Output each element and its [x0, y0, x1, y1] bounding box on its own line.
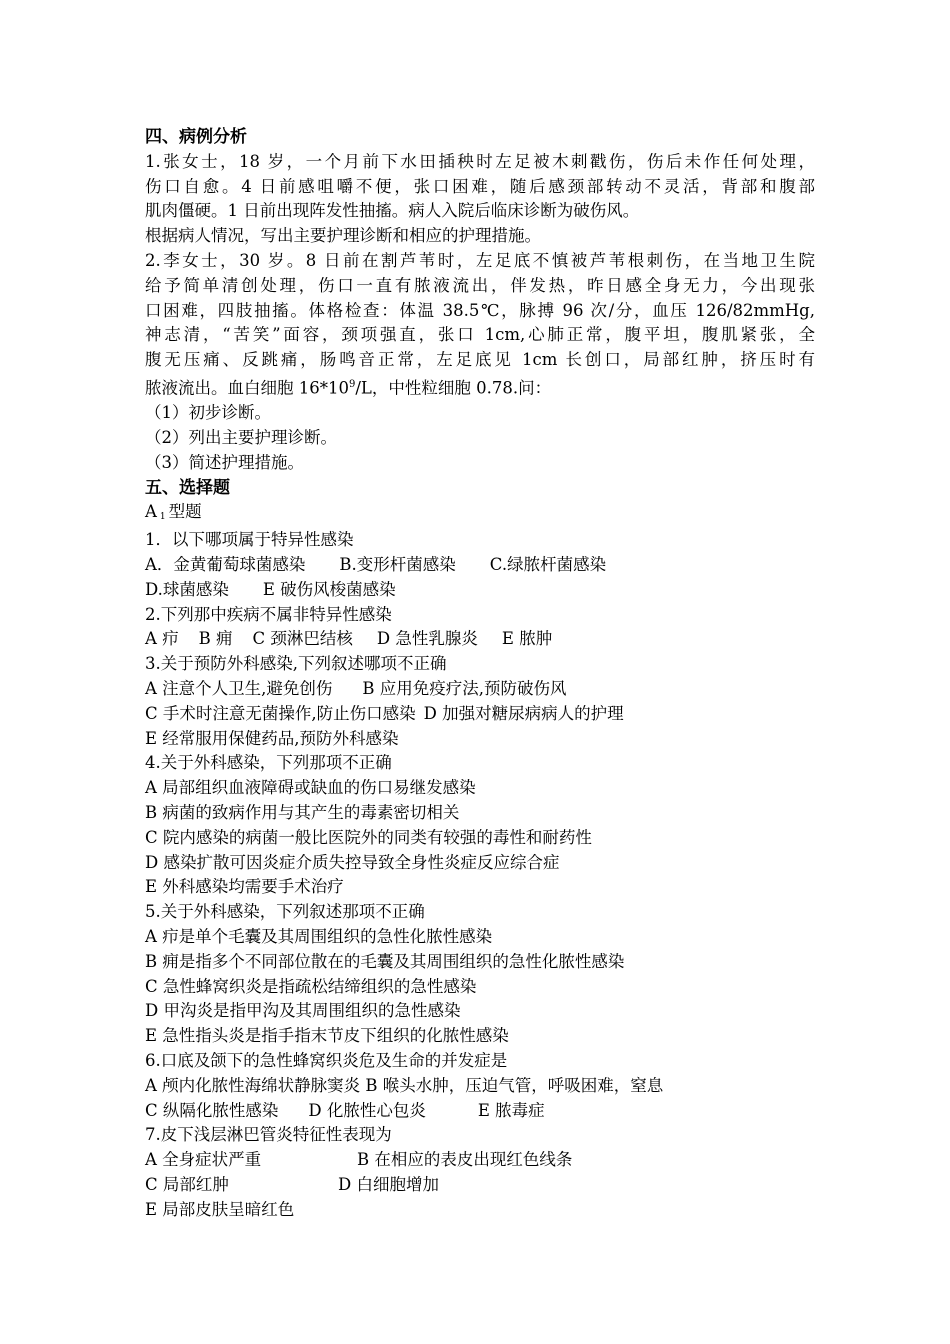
q6-option-e: E 脓毒症 — [477, 1100, 545, 1120]
type-suffix: 型题 — [168, 502, 202, 522]
document-page — [145, 125, 815, 1223]
q1-options-row-1 — [145, 553, 815, 578]
case2-line-4: 神志清，“苦笑”面容，颈项强直，张口 1cm,心肺正常，腹平坦，腹肌紧张，全 — [145, 325, 815, 345]
q1-option-a: A．金黄葡萄球菌感染 — [145, 555, 306, 575]
q4-option-d: D 感染扩散可因炎症介质失控导致全身性炎症反应综合症 — [145, 852, 560, 872]
q6-option-d: D 化脓性心包炎 — [308, 1100, 426, 1120]
case1-line-4: 根据病人情况，写出主要护理诊断和相应的护理措施。 — [145, 226, 541, 246]
q1-stem: 1．以下哪项属于特异性感染 — [145, 530, 354, 550]
q7-stem: 7.皮下浅层淋巴管炎特征性表现为 — [145, 1125, 392, 1145]
q1-option-e: E 破伤风梭菌感染 — [262, 579, 396, 599]
case2-question-3: （3）简述护理措施。 — [145, 452, 304, 472]
q3-option-b: B 应用免疫疗法,预防破伤风 — [362, 679, 567, 699]
q7-option-e: E 局部皮肤呈暗红色 — [145, 1199, 295, 1219]
q5-option-e: E 急性指头炎是指手指末节皮下组织的化脓性感染 — [145, 1026, 509, 1046]
q2-option-a: A 疖 — [145, 629, 179, 649]
case2-line-1: 2.李女士，30 岁。8 日前在割芦苇时，左足底不慎被芦苇根刺伤，在当地卫生院 — [145, 250, 815, 270]
q7-option-c: C 局部红肿 — [145, 1174, 229, 1194]
q1-option-c: C.绿脓杆菌感染 — [489, 555, 607, 575]
q4-option-b: B 病菌的致病作用与其产生的毒素密切相关 — [145, 803, 460, 823]
q6-option-c: C 纵隔化脓性感染 — [145, 1100, 279, 1120]
q2-option-b: B 痈 — [198, 629, 233, 649]
case1-line-3: 肌肉僵硬。1 日前出现阵发性抽搐。病人入院后临床诊断为破伤风。 — [145, 201, 640, 221]
case2-line-6-pre: 脓液流出。血白细胞 16*10 — [145, 378, 349, 398]
q2-option-d: D 急性乳腺炎 — [376, 629, 478, 649]
q5-option-a: A 疖是单个毛囊及其周围组织的急性化脓性感染 — [145, 927, 493, 946]
q7-option-d: D 白细胞增加 — [338, 1174, 439, 1194]
q7-option-b: B 在相应的表皮出现红色线条 — [357, 1150, 573, 1170]
q6-stem: 6.口底及颌下的急性蜂窝织炎危及生命的并发症是 — [145, 1050, 508, 1070]
q2-option-e: E 脓肿 — [501, 629, 553, 649]
case2-question-2: （2）列出主要护理诊断。 — [145, 428, 337, 448]
case1-line-2: 伤口自愈。4 日前感咀嚼不便，张口困难，随后感颈部转动不灵活，背部和腹部 — [145, 176, 815, 196]
section-heading-multiple-choice: 五、选择题 — [145, 477, 230, 498]
q5-option-d: D 甲沟炎是指甲沟及其周围组织的急性感染 — [145, 1001, 461, 1021]
q2-option-c: C 颈淋巴结核 — [252, 629, 353, 649]
q2-stem: 2.下列那中疾病不属非特异性感染 — [145, 604, 392, 624]
type-letter: A — [145, 502, 157, 522]
q3-option-a: A 注意个人卫生,避免创伤 — [145, 679, 333, 699]
q7-options-row-1 — [145, 1148, 815, 1173]
type-subscript: 1 — [159, 512, 166, 523]
q3-stem: 3.关于预防外科感染,下列叙述哪项不正确 — [145, 654, 447, 674]
q4-option-e: E 外科感染均需要手术治疗 — [145, 877, 344, 897]
q3-option-c: C 手术时注意无菌操作,防止伤口感染 — [145, 703, 416, 723]
case2-line-3: 口困难，四肢抽搐。体格检查：体温 38.5℃，脉搏 96 次/分，血压 126/82mmHg, — [145, 300, 815, 320]
exponent: 9 — [349, 378, 356, 390]
case2-line-6-post: /L，中性粒细胞 0.78.问： — [355, 378, 552, 398]
q6-options-row-2 — [145, 1099, 815, 1124]
q7-option-a: A 全身症状严重 — [145, 1150, 262, 1170]
q5-stem: 5.关于外科感染，下列叙述那项不正确 — [145, 902, 425, 922]
case2-question-1: （1）初步诊断。 — [145, 403, 271, 423]
case2-line-6 — [145, 373, 815, 401]
q5-option-c: C 急性蜂窝织炎是指疏松结缔组织的急性感染 — [145, 976, 477, 996]
q4-stem: 4.关于外科感染，下列那项不正确 — [145, 753, 392, 773]
q7-options-row-2 — [145, 1173, 815, 1198]
q3-option-e: E 经常服用保健药品,预防外科感染 — [145, 728, 399, 748]
q5-option-b: B 痈是指多个不同部位散在的毛囊及其周围组织的急性化脓性感染 — [145, 951, 625, 971]
case2-line-5: 腹无压痛、反跳痛，肠鸣音正常，左足底见 1cm 长创口，局部红肿，挤压时有 — [145, 350, 815, 370]
case2-line-2: 给予简单清创处理，伤口一直有脓液流出，伴发热，昨日感全身无力，今出现张 — [145, 275, 815, 295]
question-type-label — [145, 500, 815, 528]
q1-option-b: B.变形杆菌感染 — [339, 555, 456, 575]
q3-options-row-1 — [145, 677, 815, 702]
q1-options-row-2 — [145, 578, 815, 603]
section-heading-case-analysis: 四、病例分析 — [145, 127, 247, 147]
q3-options-row-2 — [145, 702, 815, 727]
q2-options — [145, 627, 815, 652]
q4-option-c: C 院内感染的病菌一般比医院外的同类有较强的毒性和耐药性 — [145, 827, 592, 847]
case1-line-1: 1.张女士，18 岁，一个月前下水田插秧时左足被木刺戳伤，伤后未作任何处理， — [145, 151, 815, 171]
q3-option-d: D 加强对糖尿病病人的护理 — [423, 703, 624, 723]
q4-option-a: A 局部组织血液障碍或缺血的伤口易继发感染 — [145, 778, 476, 798]
q1-option-d: D.球菌感染 — [145, 579, 229, 599]
q6-option-ab: A 颅内化脓性海绵状静脉窦炎 B 喉头水肿，压迫气管，呼吸困难，窒息 — [145, 1075, 664, 1095]
